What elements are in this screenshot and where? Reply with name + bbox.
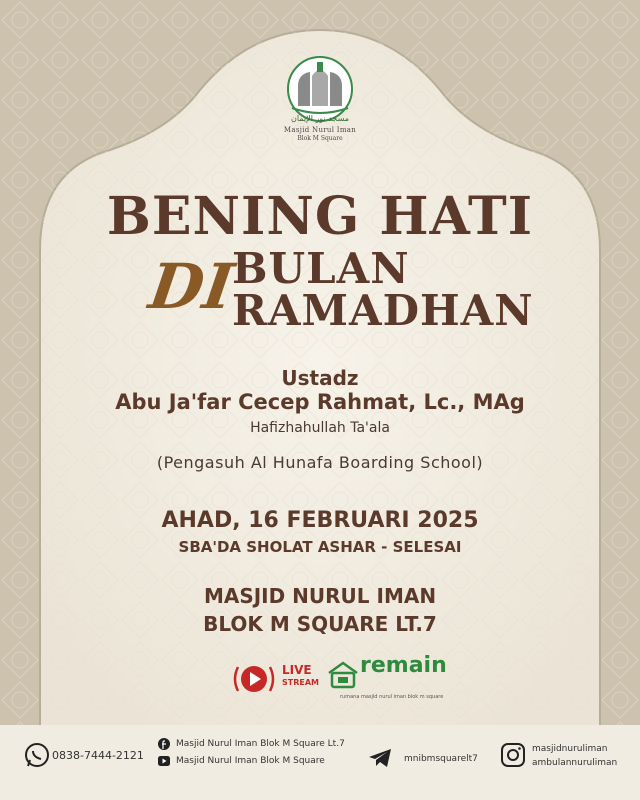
speaker-honorific: Hafizhahullah Ta'ala bbox=[250, 420, 390, 436]
instagram-handle-1[interactable]: masjidnuruliman bbox=[532, 744, 608, 754]
stream-label: STREAM bbox=[282, 678, 319, 687]
title-line1: BENING HATI bbox=[106, 186, 534, 247]
remain-label: remain bbox=[360, 653, 447, 678]
title-line3: RAMADHAN bbox=[232, 286, 534, 335]
remain-logo-icon[interactable] bbox=[326, 659, 360, 693]
whatsapp-icon bbox=[24, 742, 50, 768]
youtube-icon bbox=[158, 756, 170, 766]
telegram-icon bbox=[368, 748, 392, 768]
title-line2: BULAN bbox=[232, 244, 410, 293]
live-label: LIVE bbox=[282, 663, 312, 677]
remain-tagline: rumana masjid nurul iman blok m square bbox=[340, 694, 444, 700]
event-time: SBA'DA SHOLAT ASHAR - SELESAI bbox=[178, 538, 462, 556]
speaker-name: Abu Ja'far Cecep Rahmat, Lc., MAg bbox=[115, 390, 525, 414]
title-di: DI bbox=[144, 250, 238, 323]
instagram-handle-2[interactable]: ambulannuruliman bbox=[532, 758, 618, 768]
logo-arabic: مسجد نور الإيمان bbox=[290, 114, 350, 123]
facebook-icon bbox=[158, 738, 170, 750]
youtube-handle[interactable]: Masjid Nurul Iman Blok M Square bbox=[176, 756, 325, 766]
logo-name: Masjid Nurul Iman bbox=[283, 126, 357, 134]
telegram-handle[interactable]: mnibmsquarelt7 bbox=[404, 754, 478, 764]
live-stream-icon[interactable] bbox=[232, 659, 276, 699]
instagram-icon bbox=[500, 742, 526, 768]
facebook-handle[interactable]: Masjid Nurul Iman Blok M Square Lt.7 bbox=[176, 739, 345, 749]
venue-line1: MASJID NURUL IMAN bbox=[203, 584, 437, 608]
speaker-label: Ustadz bbox=[281, 366, 359, 390]
phone-number[interactable]: 0838-7444-2121 bbox=[52, 749, 144, 762]
venue-line2: BLOK M SQUARE LT.7 bbox=[203, 612, 437, 636]
mosque-logo bbox=[270, 56, 370, 146]
speaker-role: (Pengasuh Al Hunafa Boarding School) bbox=[156, 453, 484, 472]
event-date: AHAD, 16 FEBRUARI 2025 bbox=[161, 508, 479, 533]
logo-sub: Blok M Square bbox=[297, 135, 343, 142]
